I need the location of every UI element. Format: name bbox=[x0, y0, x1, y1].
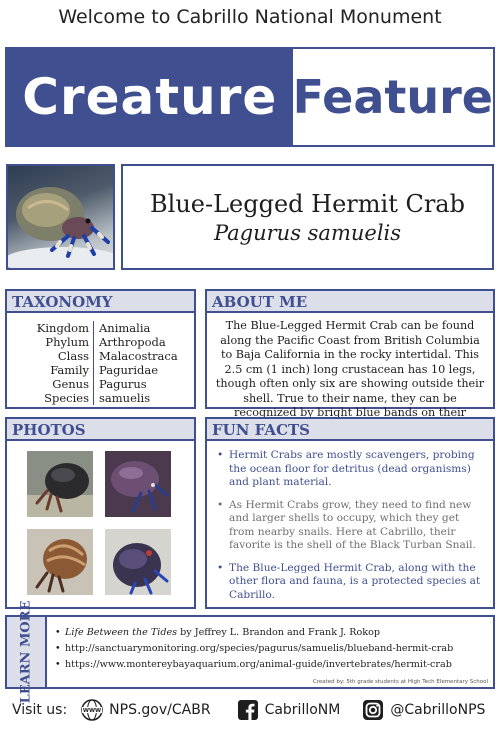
resource-book: • Life Between the Tides by Jeffrey L. Brandon and Frank J. Rokop bbox=[55, 627, 380, 638]
facebook-handle[interactable]: CabrilloNM bbox=[264, 702, 341, 718]
crab-photo-4 bbox=[105, 529, 171, 595]
instagram-icon bbox=[362, 699, 384, 721]
resource-link[interactable]: • http://sanctuarymonitoring.org/species/pagurus/samuelis/blueband-hermit-crab bbox=[55, 643, 454, 654]
value-family: Paguridae bbox=[99, 363, 159, 377]
fun-facts-heading: FUN FACTS bbox=[207, 419, 493, 441]
creature-feature-banner bbox=[5, 47, 495, 147]
website-link[interactable]: NPS.gov/CABR bbox=[109, 702, 211, 718]
taxonomy-table bbox=[19, 321, 194, 405]
www-icon-text: WWW bbox=[83, 708, 102, 715]
fun-fact-item: • The Blue-Legged Hermit Crab, along with the other flora and fauna, is a protected species at Cabrillo. bbox=[217, 561, 481, 601]
resource-link[interactable]: • https://www.montereybayaquarium.org/animal-guide/invertebrates/hermit-crab bbox=[55, 659, 452, 670]
value-phylum: Arthropoda bbox=[99, 335, 166, 349]
crab-photo-3 bbox=[27, 529, 93, 595]
credit-line: Created by: 5th grade students at High Tech Elementary School bbox=[312, 679, 488, 685]
learn-more-label: LEARN MORE bbox=[18, 600, 33, 704]
rank-phylum: Phylum bbox=[45, 335, 89, 349]
learn-more-panel bbox=[5, 600, 495, 704]
rank-genus: Genus bbox=[52, 377, 89, 391]
rank-species: Species bbox=[44, 391, 89, 405]
learn-more-tab bbox=[7, 600, 47, 704]
taxonomy-values bbox=[94, 321, 178, 405]
species-name-box bbox=[121, 164, 494, 270]
common-name: Blue-Legged Hermit Crab bbox=[150, 189, 465, 218]
taxonomy-ranks bbox=[19, 321, 94, 405]
about-heading: ABOUT ME bbox=[207, 291, 493, 313]
fun-facts-list bbox=[207, 441, 493, 602]
www-globe-icon bbox=[81, 699, 103, 721]
page-title: Welcome to Cabrillo National Monument bbox=[58, 6, 442, 28]
value-species: samuelis bbox=[99, 391, 151, 405]
banner-feature-label: Feature bbox=[292, 70, 493, 124]
banner-creature-label: Creature bbox=[7, 49, 293, 145]
rank-class: Class bbox=[57, 349, 89, 363]
fun-facts-panel bbox=[205, 417, 495, 609]
instagram-handle[interactable]: @CabrilloNPS bbox=[390, 702, 486, 718]
taxonomy-heading: TAXONOMY bbox=[7, 291, 194, 313]
resource-list bbox=[55, 625, 453, 673]
photos-heading: PHOTOS bbox=[7, 419, 194, 441]
value-genus: Pagurus bbox=[99, 377, 147, 391]
crab-photo-2 bbox=[105, 451, 171, 517]
about-me-panel bbox=[205, 289, 495, 419]
about-text: The Blue-Legged Hermit Crab can be found along the Pacific Coast from British Columbia to Baja California in the rocky intertidal. This 2.5 cm (1 inch) long crustacean has 10 legs, though often only six are showing outside their shell. True to their name, they can be recognized by bright blue bands on their bbox=[215, 319, 485, 419]
fun-fact-item: • As Hermit Crabs grow, they need to find new and larger shells to occupy, which they get from nearby snails. Here at Cabrillo, their favorite is the shell of the Black Turban Snail. bbox=[217, 498, 476, 551]
book-title: Life Between the Tides bbox=[65, 627, 178, 638]
rank-family: Family bbox=[50, 363, 89, 377]
book-authors: by Jeffrey L. Brandon and Frank J. Rokop bbox=[177, 627, 380, 638]
facebook-icon bbox=[237, 699, 259, 721]
hermit-crab-illustration bbox=[8, 166, 115, 270]
fun-fact-item: • Hermit Crabs are mostly scavengers, probing the ocean floor for detritus (dead organisms) and plant material. bbox=[217, 449, 475, 488]
crab-photo-1 bbox=[27, 451, 93, 517]
value-kingdom: Animalia bbox=[99, 321, 151, 335]
value-class: Malacostraca bbox=[99, 349, 178, 363]
visit-us-label: Visit us: bbox=[12, 702, 68, 718]
footer bbox=[0, 695, 500, 725]
photos-panel bbox=[5, 417, 196, 609]
rank-kingdom: Kingdom bbox=[36, 321, 89, 335]
scientific-name: Pagurus samuelis bbox=[213, 220, 402, 245]
taxonomy-panel bbox=[5, 289, 196, 409]
hermit-crab-main-photo bbox=[6, 164, 115, 270]
